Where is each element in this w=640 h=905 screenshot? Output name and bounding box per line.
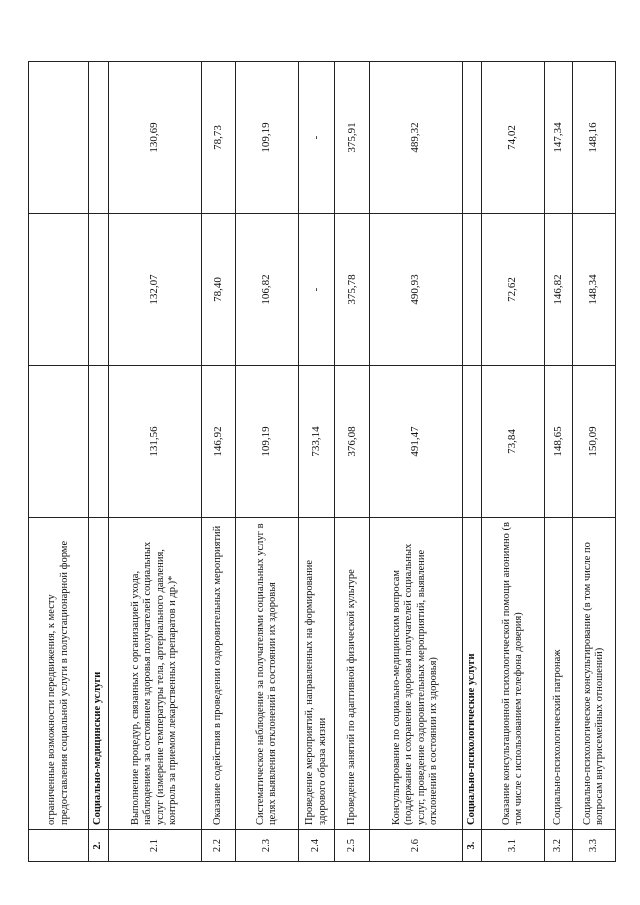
- value-cell: 131,56: [108, 366, 201, 518]
- empty-cell: [89, 62, 108, 214]
- value-cell: 130,69: [108, 62, 201, 214]
- service-name: Социально-психологическое консультирование (в том числе по вопросам внутрисемейных отношений): [572, 518, 615, 830]
- table-row: [108, 62, 201, 862]
- row-number: 3.1: [482, 830, 545, 862]
- value-cell: 73,84: [482, 366, 545, 518]
- empty-cell: [89, 214, 108, 366]
- row-number: 3.2: [544, 830, 572, 862]
- section-number: 3.: [462, 830, 481, 862]
- rotated-table-wrapper: [28, 62, 616, 862]
- row-number: 2.6: [369, 830, 462, 862]
- row-number: [29, 830, 89, 862]
- service-name: Социально-психологический патронаж: [544, 518, 572, 830]
- value-cell: 376,08: [335, 366, 370, 518]
- value-cell: 148,16: [572, 62, 615, 214]
- empty-cell: [462, 214, 481, 366]
- value-cell: 375,91: [335, 62, 370, 214]
- value-cell: [29, 366, 89, 518]
- value-cell: 74,02: [482, 62, 545, 214]
- value-cell: 147,34: [544, 62, 572, 214]
- table-row: [369, 62, 462, 862]
- value-cell: -: [298, 214, 335, 366]
- empty-cell: [462, 366, 481, 518]
- value-cell: 489,32: [369, 62, 462, 214]
- service-name: Проведение занятий по адаптивной физической культуре: [335, 518, 370, 830]
- value-cell: 146,92: [201, 366, 236, 518]
- value-cell: 72,62: [482, 214, 545, 366]
- value-cell: 109,19: [236, 366, 299, 518]
- section-title: Социально-медицинские услуги: [89, 518, 108, 830]
- table-row: [201, 62, 236, 862]
- empty-cell: [462, 62, 481, 214]
- value-cell: 148,34: [572, 214, 615, 366]
- value-cell: [29, 62, 89, 214]
- services-tariff-table: [28, 61, 616, 862]
- value-cell: 375,78: [335, 214, 370, 366]
- value-cell: 490,93: [369, 214, 462, 366]
- row-number: 2.2: [201, 830, 236, 862]
- service-name: ограниченные возможности передвижения, к месту предоставления социальной услуги в полустационарной форме: [29, 518, 89, 830]
- value-cell: 132,07: [108, 214, 201, 366]
- table-row: [482, 62, 545, 862]
- value-cell: 106,82: [236, 214, 299, 366]
- table-row: [335, 62, 370, 862]
- service-name: Оказание консультационной психологической помощи анонимно (в том числе с использованием телефона доверия): [482, 518, 545, 830]
- value-cell: 150,09: [572, 366, 615, 518]
- section-number: 2.: [89, 830, 108, 862]
- row-number: 2.1: [108, 830, 201, 862]
- row-number: 2.5: [335, 830, 370, 862]
- table-row: [236, 62, 299, 862]
- value-cell: 148,65: [544, 366, 572, 518]
- service-name: Выполнение процедур, связанных с организацией ухода, наблюдением за состоянием здоровья получателей социальных услуг (измерение температуры тела, артериального давления, контроль за приемом лекарственных препаратов и др.)*: [108, 518, 201, 830]
- value-cell: 78,40: [201, 214, 236, 366]
- table-row: [298, 62, 335, 862]
- value-cell: -: [298, 62, 335, 214]
- value-cell: 109,19: [236, 62, 299, 214]
- empty-cell: [89, 366, 108, 518]
- service-name: Консультирование по социально-медицинским вопросам (поддержание и сохранение здоровья получателей социальных услуг, проведение оздоровительных мероприятий, выявление отклонений в состоянии их здоровья): [369, 518, 462, 830]
- value-cell: 491,47: [369, 366, 462, 518]
- row-number: 2.3: [236, 830, 299, 862]
- section-row: [89, 62, 108, 862]
- section-row: [462, 62, 481, 862]
- service-name: Систематическое наблюдение за получателями социальных услуг в целях выявления отклонений в состоянии их здоровья: [236, 518, 299, 830]
- section-title: Социально-психологические услуги: [462, 518, 481, 830]
- value-cell: [29, 214, 89, 366]
- value-cell: 733,14: [298, 366, 335, 518]
- table-row: [544, 62, 572, 862]
- value-cell: 78,73: [201, 62, 236, 214]
- table-row: [29, 62, 89, 862]
- row-number: 3.3: [572, 830, 615, 862]
- table-row: [572, 62, 615, 862]
- value-cell: 146,82: [544, 214, 572, 366]
- service-name: Проведение мероприятий, направленных на формирование здорового образа жизни: [298, 518, 335, 830]
- row-number: 2.4: [298, 830, 335, 862]
- service-name: Оказание содействия в проведении оздоровительных мероприятий: [201, 518, 236, 830]
